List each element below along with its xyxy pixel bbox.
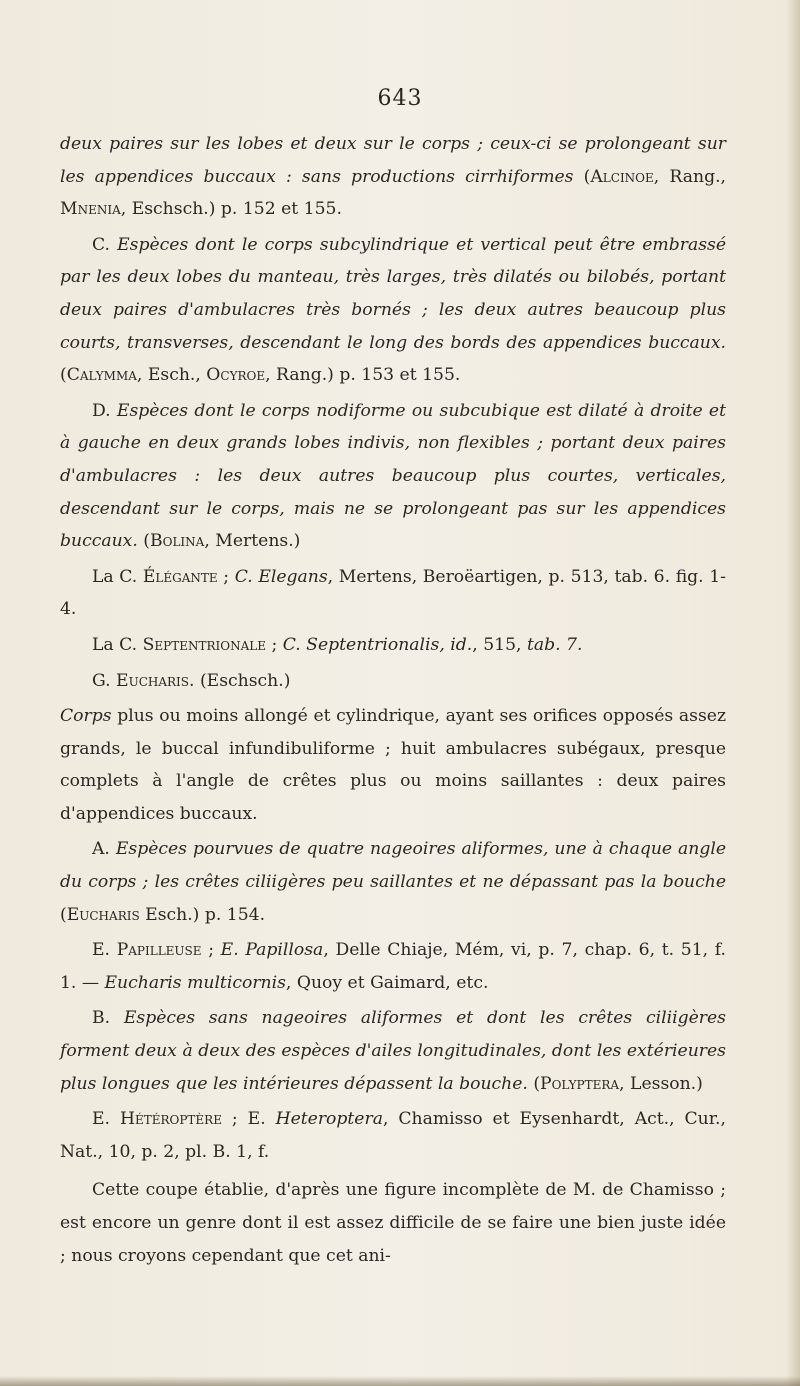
text-run: Calymma: [66, 365, 137, 386]
text-run: (: [60, 904, 67, 925]
text-run: , Rang.,: [653, 166, 727, 187]
text-run: ; E.: [221, 1109, 276, 1130]
text-run: C.: [92, 234, 118, 255]
paragraph-species-papilleuse: [60, 934, 726, 999]
text-run: , 515,: [472, 634, 527, 655]
text-run: , Chamisso et Eysenhardt, Act., Cur., Nat., 10, p. 2, pl. B. 1, f.: [60, 1109, 726, 1162]
text-run: Ocyroe: [206, 365, 266, 386]
text-run: B.: [92, 1008, 124, 1029]
text-run: La C.: [92, 634, 143, 655]
paragraph-genus-description: [60, 700, 726, 830]
text-run: La C.: [92, 566, 143, 587]
text-run: , Lesson.): [619, 1073, 703, 1094]
text-run: Papilleuse: [116, 940, 202, 961]
text-run: ;: [201, 940, 221, 961]
text-run: , Quoy et Gaimard, etc.: [285, 972, 489, 993]
text-run: , Esch.,: [136, 365, 207, 386]
text-run: C. Elegans: [234, 566, 328, 587]
text-run: Polyptera: [540, 1073, 620, 1094]
text-run: Espèces dont le corps subcylindrique et vertical peut être embrassé par les deux lobes du manteau, très larges, très dilatés ou bilobés, portant deux paires d'ambulacres très bornés ; les deux autres beaucoup plus courts, transverses, descendant le long des bords des appendices buccaux.: [60, 234, 727, 353]
text-run: Septentrionale: [142, 634, 266, 655]
text-run: D.: [92, 400, 117, 421]
text-run: . (Eschsch.): [189, 670, 291, 691]
text-run: , Mertens, Beroëartigen, p. 513, tab. 6. fig. 1-4.: [60, 566, 726, 620]
text-run: Eucharis: [66, 904, 140, 925]
text-run: Hétéroptère: [119, 1109, 222, 1130]
text-run: , Delle Chiaje, Mém, vi, p. 7, chap. 6, t. 51, f. 1. —: [60, 940, 726, 993]
text-run: Espèces pourvues de quatre nageoires aliformes, une à chaque angle du corps ; les crêtes ciliigères peu saillantes et ne dépassant pas la bouche: [60, 839, 727, 893]
page-number: 643: [377, 86, 423, 111]
paragraph-genus-eucharis: [60, 665, 726, 698]
text-run: , Mertens.): [204, 531, 301, 552]
page-edge-shadow: [786, 0, 800, 1386]
text-run: Esch.) p. 154.: [139, 904, 266, 925]
text-run: Espèces dont le corps nodiforme ou subcubique est dilaté à droite et à gauche en deux grands lobes indivis, non flexibles ; portant deux paires d'ambulacres : les deux autres beaucoup plus courtes, verticales, descendant sur le corps, mais ne se prolongeant pas sur les appendices buccaux.: [60, 400, 726, 552]
paragraph-section-b: [60, 1002, 726, 1100]
paragraph-section-c: [60, 229, 726, 392]
text-run: plus ou moins allongé et cylindrique, ayant ses orifices opposés assez grands, le buccal infundibuliforme ; huit ambulacres subégaux, presque complets à l'angle de crêtes plus ou moins saillantes : deux paires d'appendices buccaux.: [60, 706, 726, 824]
text-run: Mnenia: [60, 199, 121, 220]
text-run: Bolina: [149, 531, 205, 552]
paragraph-section-d: [60, 395, 726, 558]
text-run: Cette coupe établie, d'après une figure incomplète de M. de Chamisso ; est encore un genre dont il est assez difficile de se faire une bien juste idée ; nous croyons cependant que cet ani-: [60, 1180, 726, 1266]
text-run: , Rang.) p. 153 et 155.: [265, 365, 461, 386]
body-text: [60, 128, 726, 1272]
paragraph-species-elegante: [60, 561, 726, 626]
paragraph-continuation: [60, 128, 726, 226]
text-run: Corps: [60, 706, 112, 727]
text-run: tab. 7.: [526, 634, 583, 655]
text-run: E. Papillosa: [220, 940, 324, 961]
paragraph-section-a: [60, 833, 726, 931]
text-run: G.: [92, 670, 117, 691]
paragraph-species-heteroptere: [60, 1103, 726, 1168]
text-run: Alcinoe: [590, 166, 654, 187]
text-run: C. Septentrionalis, id.: [282, 634, 473, 655]
text-run: (: [573, 166, 591, 187]
paragraph-remarks: [60, 1174, 726, 1272]
text-run: (: [137, 531, 150, 552]
text-run: Élégante: [142, 566, 218, 587]
text-run: Eucharis multicornis: [104, 972, 286, 993]
text-run: (: [527, 1073, 541, 1094]
paragraph-species-septentrionale: [60, 629, 726, 662]
text-run: , Eschsch.) p. 152 et 155.: [120, 199, 342, 220]
text-run: Eucharis: [116, 670, 190, 691]
text-run: (: [60, 365, 67, 386]
text-run: A.: [92, 839, 116, 860]
text-run: E.: [92, 1109, 120, 1130]
text-run: Heteroptera: [275, 1109, 383, 1130]
text-run: Espèces sans nageoires aliformes et dont les crêtes ciliigères forment deux à deux des espèces d'ailes longitudinales, dont les extérieures plus longues que les intérieures dépassent la bouche.: [60, 1008, 726, 1094]
text-run: E.: [92, 940, 117, 961]
text-run: ;: [265, 634, 283, 655]
text-run: ;: [217, 566, 235, 587]
page-bottom-edge: [0, 1376, 800, 1386]
text-run: deux paires sur les lobes et deux sur le corps ; ceux-ci se prolongeant sur les appendices buccaux : sans productions cirrhiformes: [60, 134, 726, 187]
